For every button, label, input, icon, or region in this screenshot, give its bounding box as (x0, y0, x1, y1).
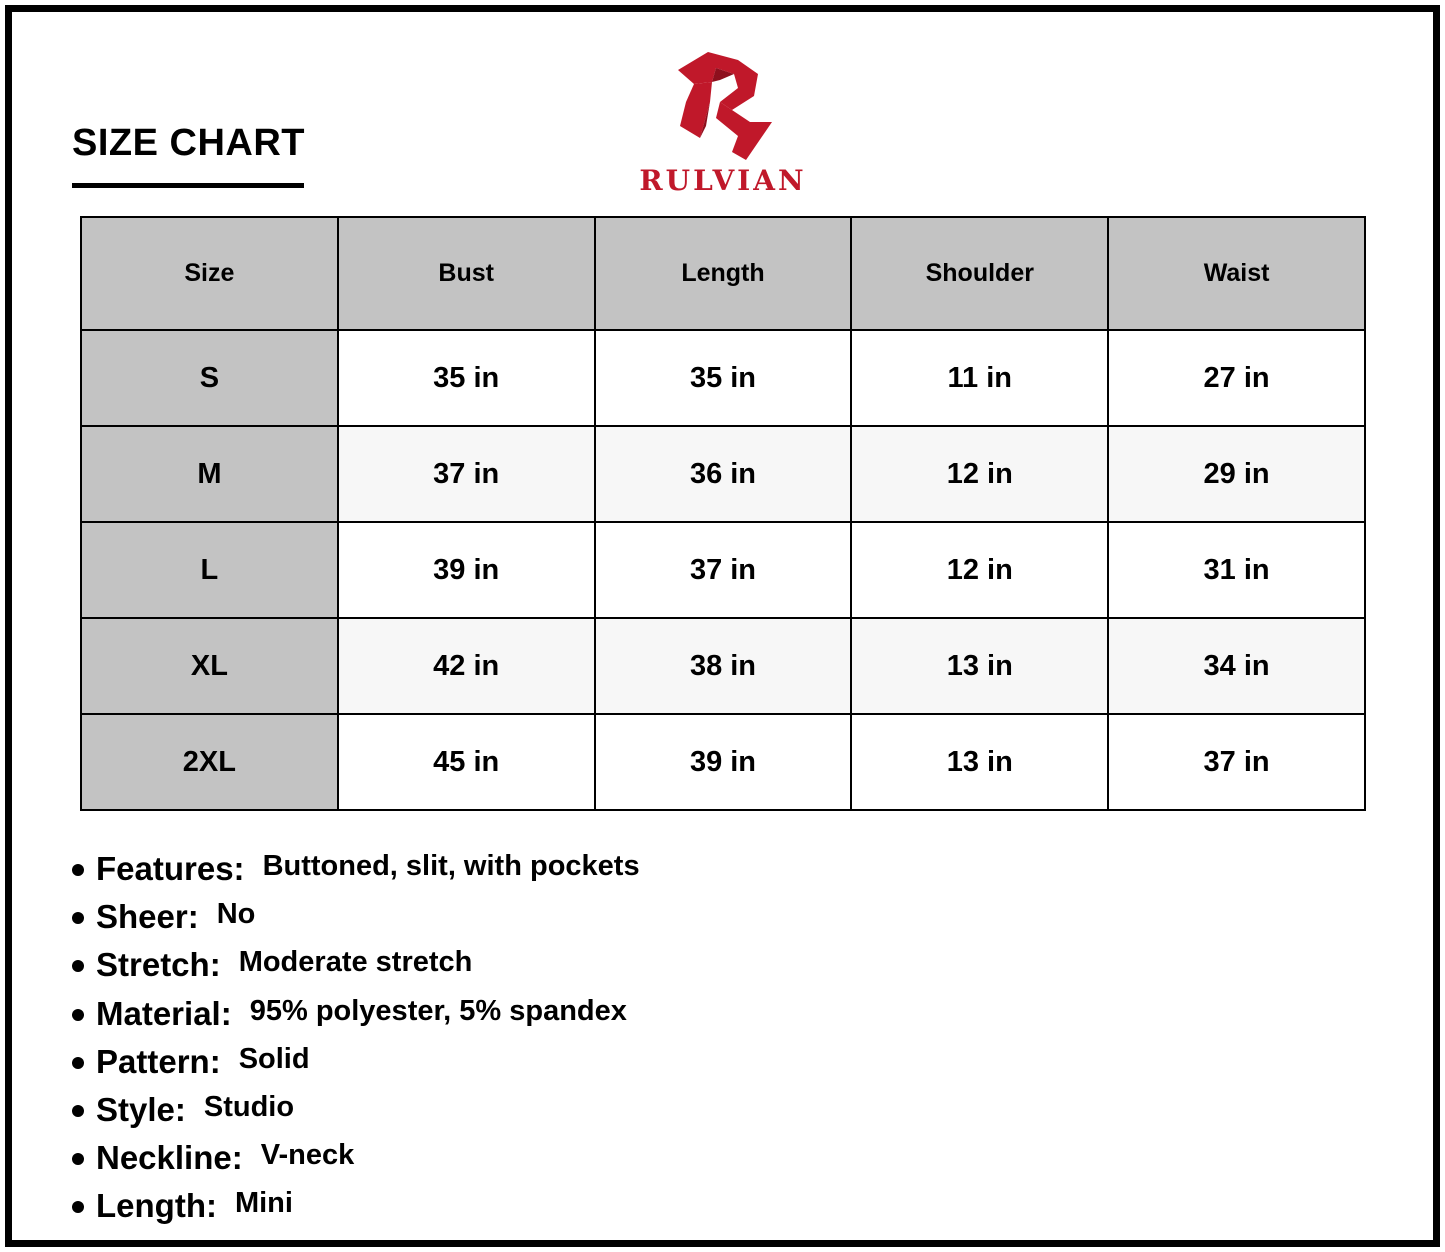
shoulder-cell: 13 in (851, 618, 1108, 714)
shoulder-cell: 11 in (851, 330, 1108, 426)
bust-cell: 35 in (338, 330, 595, 426)
feature-value: No (216, 898, 256, 931)
bullet-icon (72, 864, 84, 876)
header-bust: Bust (338, 217, 595, 330)
feature-label: Sheer: (96, 898, 199, 936)
waist-cell: 31 in (1108, 522, 1365, 618)
header-shoulder: Shoulder (851, 217, 1108, 330)
list-item (72, 850, 640, 898)
shoulder-cell: 12 in (851, 522, 1108, 618)
table-row (81, 426, 1365, 522)
bullet-icon (72, 960, 84, 972)
brand-name: RULVIAN (639, 164, 807, 197)
feature-value: V-neck (260, 1139, 355, 1172)
feature-label: Pattern: (96, 1042, 221, 1080)
size-cell: XL (81, 618, 338, 714)
waist-cell: 29 in (1108, 426, 1365, 522)
bullet-icon (72, 1105, 84, 1117)
bust-cell: 37 in (338, 426, 595, 522)
list-item (72, 1043, 640, 1091)
size-cell: M (81, 426, 338, 522)
title-underline (72, 183, 304, 188)
list-item (72, 995, 640, 1043)
brand-logo (626, 52, 820, 202)
shoulder-cell: 12 in (851, 426, 1108, 522)
feature-value: Solid (238, 1042, 310, 1075)
feature-label: Features: (96, 850, 245, 887)
feature-list (72, 850, 640, 1236)
list-item (72, 946, 640, 994)
feature-value: Buttoned, slit, with pockets (262, 850, 640, 882)
bust-cell: 39 in (338, 522, 595, 618)
size-cell: 2XL (81, 714, 338, 810)
bullet-icon (72, 1153, 84, 1165)
header-length: Length (595, 217, 852, 330)
feature-value: Moderate stretch (238, 946, 473, 979)
feature-label: Length: (96, 1187, 217, 1225)
header-size: Size (81, 217, 338, 330)
feature-value: 95% polyester, 5% spandex (249, 994, 627, 1027)
feature-label: Stretch: (96, 946, 221, 984)
list-item (72, 1091, 640, 1139)
page-title: SIZE CHART (72, 122, 305, 164)
table-row (81, 522, 1365, 618)
bullet-icon (72, 1201, 84, 1213)
waist-cell: 37 in (1108, 714, 1365, 810)
feature-label: Style: (96, 1090, 186, 1128)
waist-cell: 34 in (1108, 618, 1365, 714)
list-item (72, 1139, 640, 1187)
bust-cell: 42 in (338, 618, 595, 714)
feature-label: Neckline: (96, 1139, 243, 1177)
size-cell: L (81, 522, 338, 618)
feature-value: Mini (234, 1187, 293, 1220)
size-cell: S (81, 330, 338, 426)
table-row (81, 714, 1365, 810)
waist-cell: 27 in (1108, 330, 1365, 426)
size-table (80, 216, 1366, 811)
bullet-icon (72, 912, 84, 924)
bullet-icon (72, 1009, 84, 1021)
table-header-row (81, 217, 1365, 330)
length-cell: 39 in (595, 714, 852, 810)
bust-cell: 45 in (338, 714, 595, 810)
list-item (72, 898, 640, 946)
length-cell: 37 in (595, 522, 852, 618)
header-waist: Waist (1108, 217, 1365, 330)
shoulder-cell: 13 in (851, 714, 1108, 810)
r-logo-icon (676, 52, 772, 162)
length-cell: 38 in (595, 618, 852, 714)
feature-label: Material: (96, 994, 232, 1032)
length-cell: 35 in (595, 330, 852, 426)
feature-value: Studio (203, 1090, 295, 1123)
list-item (72, 1187, 640, 1235)
table-row (81, 618, 1365, 714)
bullet-icon (72, 1057, 84, 1069)
length-cell: 36 in (595, 426, 852, 522)
table-row (81, 330, 1365, 426)
